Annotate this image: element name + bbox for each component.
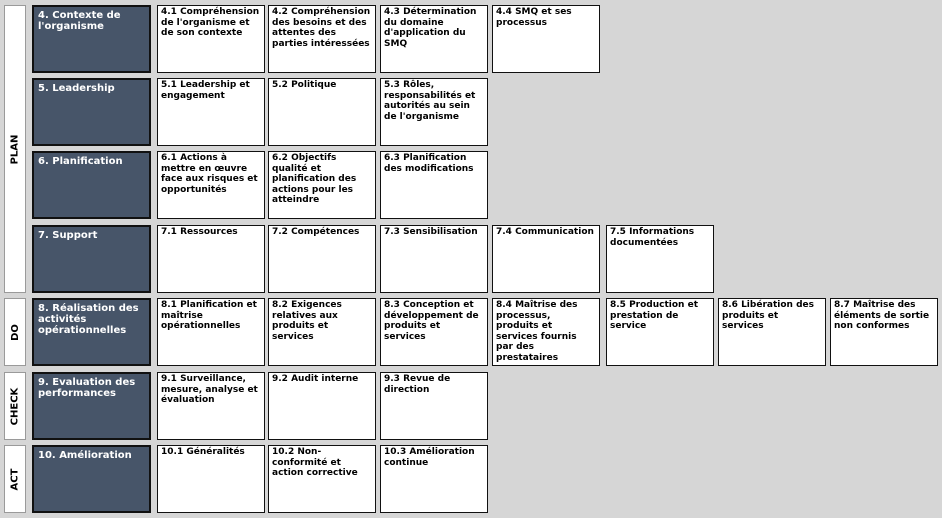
phase-act [4, 445, 26, 513]
subclause-box: 8.2 Exigences relatives aux produits et services [268, 298, 376, 366]
subclause-box: 8.1 Planification et maîtrise opérationnelles [157, 298, 265, 366]
subclause-box: 8.3 Conception et développement de produits et services [380, 298, 488, 366]
subclause-box: 4.1 Compréhension de l'organisme et de son contexte [157, 5, 265, 73]
subclause-box: 8.4 Maîtrise des processus, produits et services fournis par des prestataires [492, 298, 600, 366]
subclause-box: 8.5 Production et prestation de service [606, 298, 714, 366]
clause-header: 4. Contexte de l'organisme [32, 5, 151, 73]
phase-column [0, 0, 32, 518]
phase-label: DO [9, 323, 21, 341]
phase-check [4, 372, 26, 440]
subclause-box: 9.3 Revue de direction [380, 372, 488, 440]
phase-label: CHECK [9, 387, 21, 425]
clause-header: 9. Evaluation des performances [32, 372, 151, 440]
clause-header: 8. Réalisation des activités opérationnelles [32, 298, 151, 366]
clause-header: 7. Support [32, 225, 151, 293]
subclause-box: 4.4 SMQ et ses processus [492, 5, 600, 73]
subclause-box: 10.2 Non-conformité et action corrective [268, 445, 376, 513]
subclause-box: 7.5 Informations documentées [606, 225, 714, 293]
subclause-box: 7.3 Sensibilisation [380, 225, 488, 293]
subclause-box: 5.3 Rôles, responsabilités et autorités au sein de l'organisme [380, 78, 488, 146]
phase-plan [4, 5, 26, 293]
subclause-box: 6.3 Planification des modifications [380, 151, 488, 219]
clause-header: 10. Amélioration [32, 445, 151, 513]
subclause-box: 4.3 Détermination du domaine d'application du SMQ [380, 5, 488, 73]
subclause-box: 8.6 Libération des produits et services [718, 298, 826, 366]
subclause-box: 5.2 Politique [268, 78, 376, 146]
subclause-box: 9.1 Surveillance, mesure, analyse et évaluation [157, 372, 265, 440]
phase-label: PLAN [9, 134, 21, 164]
subclause-box: 7.4 Communication [492, 225, 600, 293]
clause-header: 6. Planification [32, 151, 151, 219]
subclause-box: 7.1 Ressources [157, 225, 265, 293]
phase-label: ACT [9, 468, 21, 490]
subclause-box: 10.3 Amélioration continue [380, 445, 488, 513]
subclause-box: 8.7 Maîtrise des éléments de sortie non conformes [830, 298, 938, 366]
subclause-box: 9.2 Audit interne [268, 372, 376, 440]
clause-header: 5. Leadership [32, 78, 151, 146]
subclause-box: 7.2 Compétences [268, 225, 376, 293]
subclause-box: 10.1 Généralités [157, 445, 265, 513]
subclause-box: 5.1 Leadership et engagement [157, 78, 265, 146]
subclause-box: 4.2 Compréhension des besoins et des attentes des parties intéressées [268, 5, 376, 73]
subclause-box: 6.1 Actions à mettre en œuvre face aux risques et opportunités [157, 151, 265, 219]
subclause-box: 6.2 Objectifs qualité et planification des actions pour les atteindre [268, 151, 376, 219]
phase-do [4, 298, 26, 366]
